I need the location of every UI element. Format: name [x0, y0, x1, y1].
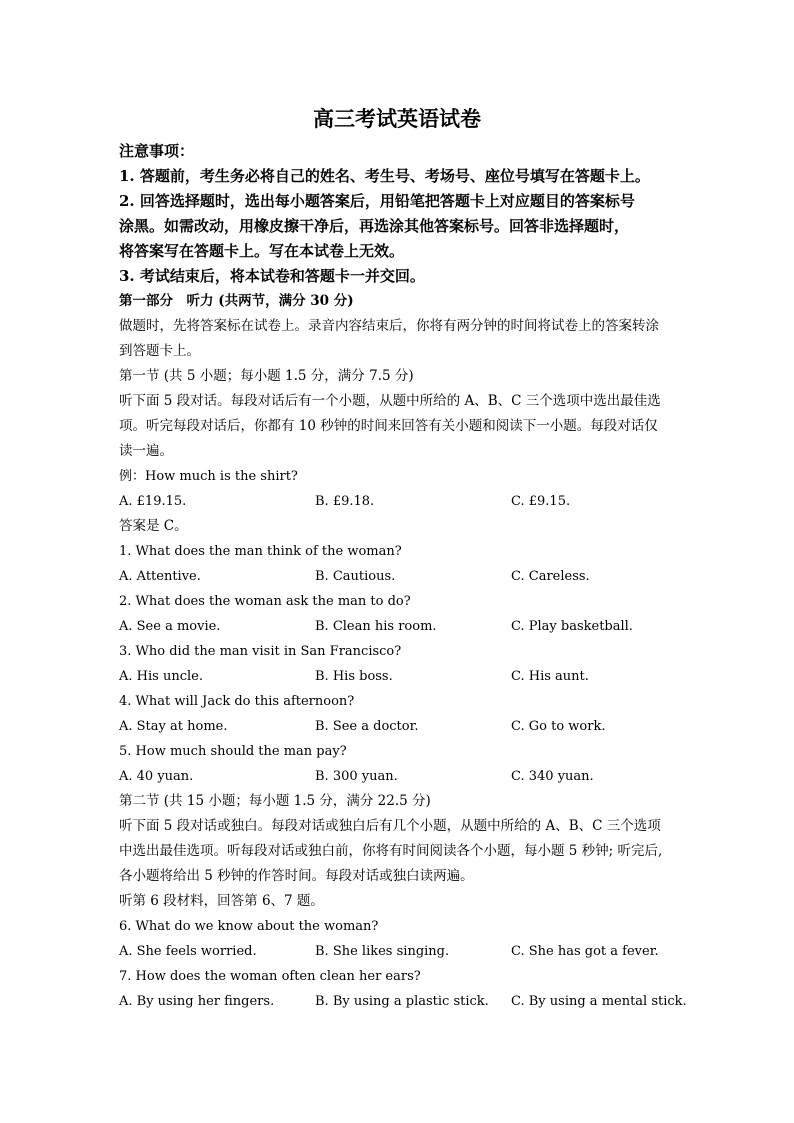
question-4-option-c: C. Go to work. — [511, 719, 606, 734]
section1-intro-line-1: 听下面 5 段对话。每段对话后有一个小题，从题中所给的 A、B、C 三个选项中选出最佳选 — [119, 393, 661, 409]
question-6: 6. What do we know about the woman? — [119, 919, 379, 934]
question-2: 2. What does the woman ask the man to do? — [119, 594, 411, 609]
example-option-a: A. £19.15. — [119, 494, 187, 509]
notice-item-1: 1. 答题前，考生务必将自己的姓名、考生号、考场号、座位号填写在答题卡上。 — [119, 167, 650, 185]
question-4-option-a: A. Stay at home. — [119, 719, 228, 734]
example-option-c: C. £9.15. — [511, 494, 571, 509]
section2-intro-line-2: 中选出最佳选项。听每段对话或独白前，你将有时间阅读各个小题，每小题 5 秒钟; 听完后, — [119, 843, 663, 859]
question-1-option-c: C. Careless. — [511, 569, 590, 584]
question-5: 5. How much should the man pay? — [119, 744, 347, 759]
question-4-option-b: B. See a doctor. — [315, 719, 419, 734]
question-7-option-c: C. By using a mental stick. — [511, 994, 687, 1009]
example-option-b: B. £9.18. — [315, 494, 375, 509]
question-5-option-b: B. 300 yuan. — [315, 769, 398, 784]
question-7-option-a: A. By using her fingers. — [119, 994, 275, 1009]
question-5-option-c: C. 340 yuan. — [511, 769, 594, 784]
question-1: 1. What does the man think of the woman? — [119, 544, 402, 559]
question-2-option-a: A. See a movie. — [119, 619, 221, 634]
question-2-option-c: C. Play basketball. — [511, 619, 633, 634]
question-6-option-b: B. She likes singing. — [315, 944, 450, 959]
notice-item-2-line-2: 涂黑。如需改动，用橡皮擦干净后，再选涂其他答案标号。回答非选择题时， — [119, 217, 630, 235]
question-1-option-b: B. Cautious. — [315, 569, 396, 584]
question-7: 7. How does the woman often clean her ears? — [119, 969, 421, 984]
question-6-option-a: A. She feels worried. — [119, 944, 257, 959]
question-6-option-c: C. She has got a fever. — [511, 944, 659, 959]
section1-intro-line-2: 项。听完每段对话后，你都有 10 秒钟的时间来回答有关小题和阅读下一小题。每段对话仅 — [119, 418, 658, 434]
notice-item-2-line-1: 2. 回答选择题时，选出每小题答案后，用铅笔把答题卡上对应题目的答案标号 — [119, 192, 635, 210]
notice-item-3: 3. 考试结束后，将本试卷和答题卡一并交回。 — [119, 267, 425, 285]
question-5-option-a: A. 40 yuan. — [119, 769, 194, 784]
notice-heading: 注意事项： — [119, 142, 195, 160]
question-3: 3. Who did the man visit in San Francisco? — [119, 644, 402, 659]
question-7-option-b: B. By using a plastic stick. — [315, 994, 489, 1009]
page-title: 高三考试英语试卷 — [313, 106, 481, 131]
part1-intro-line-1: 做题时，先将答案标在试卷上。录音内容结束后，你将有两分钟的时间将试卷上的答案转涂 — [119, 318, 659, 334]
section1-intro-line-3: 读一遍。 — [119, 443, 173, 459]
section2-material: 听第 6 段材料，回答第 6、7 题。 — [119, 893, 324, 909]
question-3-option-a: A. His uncle. — [119, 669, 203, 684]
section2-intro-line-1: 听下面 5 段对话或独白。每段对话或独白后有几个小题，从题中所给的 A、B、C 三个选项 — [119, 818, 661, 834]
section2-heading: 第二节 (共 15 小题；每小题 1.5 分，满分 22.5 分) — [119, 793, 431, 809]
part1-heading: 第一部分 听力 (共两节，满分 30 分) — [119, 293, 354, 309]
example-question: 例：How much is the shirt? — [119, 469, 298, 484]
example-answer: 答案是 C。 — [119, 518, 188, 534]
section1-heading: 第一节 (共 5 小题；每小题 1.5 分，满分 7.5 分) — [119, 368, 414, 384]
question-2-option-b: B. Clean his room. — [315, 619, 437, 634]
question-4: 4. What will Jack do this afternoon? — [119, 694, 355, 709]
part1-intro-line-2: 到答题卡上。 — [119, 343, 200, 359]
notice-item-2-line-3: 将答案写在答题卡上。写在本试卷上无效。 — [119, 242, 405, 260]
section2-intro-line-3: 各小题将给出 5 秒钟的作答时间。每段对话或独白读两遍。 — [119, 868, 474, 884]
question-1-option-a: A. Attentive. — [119, 569, 201, 584]
question-3-option-c: C. His aunt. — [511, 669, 589, 684]
question-3-option-b: B. His boss. — [315, 669, 393, 684]
